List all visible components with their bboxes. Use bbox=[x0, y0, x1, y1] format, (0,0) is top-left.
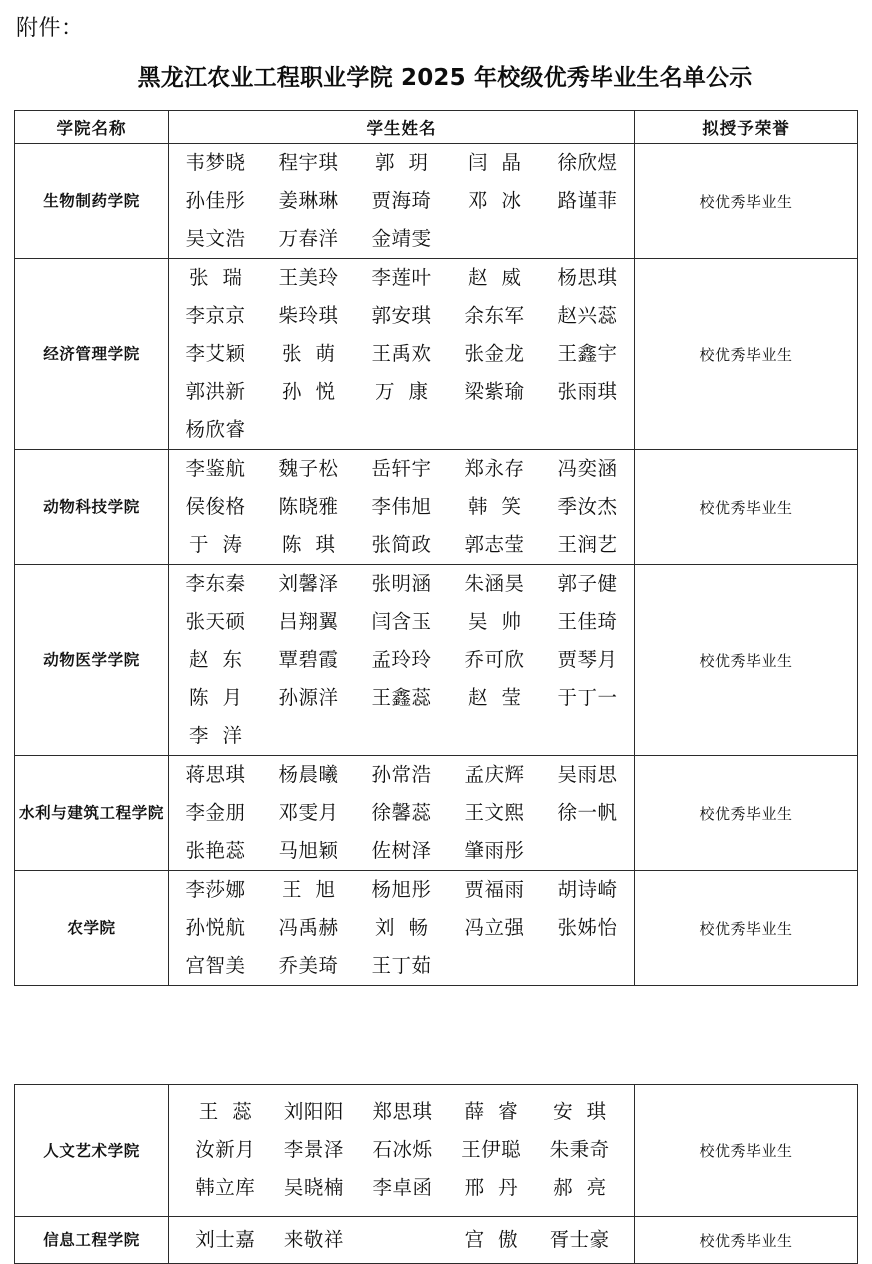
student-name: 张姊怡 bbox=[557, 916, 618, 939]
student-name: 郑思琪 bbox=[372, 1100, 433, 1123]
student-name: 赵东 bbox=[188, 648, 256, 671]
student-name: 胥士豪 bbox=[549, 1228, 610, 1251]
student-name: 李金朋 bbox=[185, 801, 246, 824]
student-name: 王文熙 bbox=[464, 801, 525, 824]
student-name: 闫晶 bbox=[467, 151, 535, 174]
student-name: 陈晓雅 bbox=[278, 495, 339, 518]
column-header-students: 学生姓名 bbox=[169, 111, 635, 144]
student-name: 李东秦 bbox=[185, 572, 246, 595]
college-name-cell: 农学院 bbox=[15, 871, 169, 986]
student-name-empty bbox=[358, 1221, 447, 1259]
student-name: 张瑞 bbox=[188, 266, 256, 289]
student-name: 孙佳彤 bbox=[185, 189, 246, 212]
student-name: 程宇琪 bbox=[278, 151, 339, 174]
student-names-cell bbox=[169, 144, 635, 259]
student-name: 张明涵 bbox=[371, 572, 432, 595]
college-name-cell: 人文艺术学院 bbox=[15, 1085, 169, 1217]
student-name: 张萌 bbox=[281, 342, 349, 365]
student-name: 张金龙 bbox=[464, 342, 525, 365]
student-name: 王鑫蕊 bbox=[371, 686, 432, 709]
student-name: 万春洋 bbox=[278, 227, 339, 250]
student-name: 薛睿 bbox=[464, 1100, 532, 1123]
student-name: 郭志莹 bbox=[464, 533, 525, 556]
student-name-grid bbox=[169, 144, 634, 258]
student-name: 于丁一 bbox=[557, 686, 618, 709]
student-name: 郝亮 bbox=[553, 1176, 621, 1199]
student-name: 安琪 bbox=[553, 1100, 621, 1123]
student-name: 杨旭彤 bbox=[371, 878, 432, 901]
student-name: 佐树泽 bbox=[371, 839, 432, 862]
student-names-cell bbox=[169, 259, 635, 450]
student-name: 吕翔翼 bbox=[278, 610, 339, 633]
student-name: 吴文浩 bbox=[185, 227, 246, 250]
student-name: 于涛 bbox=[188, 533, 256, 556]
column-header-honor: 拟授予荣誉 bbox=[635, 111, 858, 144]
student-name: 朱秉奇 bbox=[549, 1138, 610, 1161]
student-name: 陈月 bbox=[188, 686, 256, 709]
college-name-cell: 信息工程学院 bbox=[15, 1217, 169, 1264]
college-name-cell: 生物制药学院 bbox=[15, 144, 169, 259]
honor-cell: 校优秀毕业生 bbox=[635, 565, 858, 756]
student-name: 姜琳琳 bbox=[278, 189, 339, 212]
student-name: 张简政 bbox=[371, 533, 432, 556]
student-name: 王佳琦 bbox=[557, 610, 618, 633]
student-name: 贾琴月 bbox=[557, 648, 618, 671]
student-name: 梁紫瑜 bbox=[464, 380, 525, 403]
student-name: 韩立库 bbox=[195, 1176, 256, 1199]
student-names-cell bbox=[169, 756, 635, 871]
student-name-grid bbox=[169, 565, 634, 755]
honor-cell: 校优秀毕业生 bbox=[635, 1085, 858, 1217]
student-name: 杨欣睿 bbox=[185, 418, 246, 441]
student-name: 吴帅 bbox=[467, 610, 535, 633]
college-name-cell: 水利与建筑工程学院 bbox=[15, 756, 169, 871]
student-name: 王禹欢 bbox=[371, 342, 432, 365]
student-name: 吴晓楠 bbox=[283, 1176, 344, 1199]
student-name: 柴玲琪 bbox=[278, 304, 339, 327]
student-name: 贾福雨 bbox=[464, 878, 525, 901]
student-name: 郭洪新 bbox=[185, 380, 246, 403]
student-name: 金靖雯 bbox=[371, 227, 432, 250]
student-name: 赵兴蕊 bbox=[557, 304, 618, 327]
student-name: 路谨菲 bbox=[557, 189, 618, 212]
student-name: 王鑫宇 bbox=[557, 342, 618, 365]
college-name-cell: 动物医学学院 bbox=[15, 565, 169, 756]
student-name: 张艳蕊 bbox=[185, 839, 246, 862]
table-body-main bbox=[15, 144, 858, 986]
student-name: 李景泽 bbox=[283, 1138, 344, 1161]
student-name: 郭玥 bbox=[374, 151, 442, 174]
honor-cell: 校优秀毕业生 bbox=[635, 259, 858, 450]
student-name: 孟玲玲 bbox=[371, 648, 432, 671]
student-name: 宫傲 bbox=[464, 1228, 532, 1251]
student-name: 冯立强 bbox=[464, 916, 525, 939]
table-row bbox=[15, 450, 858, 565]
student-name: 李卓函 bbox=[372, 1176, 433, 1199]
student-name: 岳轩宇 bbox=[371, 457, 432, 480]
student-name: 李鉴航 bbox=[185, 457, 246, 480]
student-name: 孙常浩 bbox=[371, 763, 432, 786]
student-names-cell bbox=[169, 1085, 635, 1217]
column-header-college: 学院名称 bbox=[15, 111, 169, 144]
student-name: 郭子健 bbox=[557, 572, 618, 595]
student-name: 孙悦 bbox=[281, 380, 349, 403]
student-name: 王伊聪 bbox=[461, 1138, 522, 1161]
table-row bbox=[15, 259, 858, 450]
table-row bbox=[15, 871, 858, 986]
table-row bbox=[15, 144, 858, 259]
student-name: 刘馨泽 bbox=[278, 572, 339, 595]
student-name: 韦梦晓 bbox=[185, 151, 246, 174]
student-name: 乔美琦 bbox=[278, 954, 339, 977]
student-name-grid bbox=[169, 259, 634, 449]
student-name: 王旭 bbox=[281, 878, 349, 901]
student-name: 李伟旭 bbox=[371, 495, 432, 518]
attachment-label: 附件： bbox=[16, 16, 84, 41]
student-name: 王美玲 bbox=[278, 266, 339, 289]
student-name: 吴雨思 bbox=[557, 763, 618, 786]
page-title: 黑龙江农业工程职业学院 2025 年校级优秀毕业生名单公示 bbox=[137, 65, 753, 91]
honor-cell: 校优秀毕业生 bbox=[635, 1217, 858, 1264]
table-header-row bbox=[15, 111, 858, 144]
student-names-cell bbox=[169, 565, 635, 756]
student-name: 季汝杰 bbox=[557, 495, 618, 518]
student-name: 韩笑 bbox=[467, 495, 535, 518]
student-name: 孟庆辉 bbox=[464, 763, 525, 786]
student-name: 刘畅 bbox=[374, 916, 442, 939]
student-name: 徐馨蕊 bbox=[371, 801, 432, 824]
honor-cell: 校优秀毕业生 bbox=[635, 450, 858, 565]
student-name-grid bbox=[169, 756, 634, 870]
graduates-table-main bbox=[14, 110, 858, 986]
honor-cell: 校优秀毕业生 bbox=[635, 144, 858, 259]
student-name: 徐一帆 bbox=[557, 801, 618, 824]
student-name: 徐欣煜 bbox=[557, 151, 618, 174]
student-name: 邓冰 bbox=[467, 189, 535, 212]
student-name: 李洋 bbox=[188, 724, 256, 747]
student-name: 郑永存 bbox=[464, 457, 525, 480]
table-row bbox=[15, 565, 858, 756]
student-name: 魏子松 bbox=[278, 457, 339, 480]
student-name: 赵威 bbox=[467, 266, 535, 289]
student-name: 李莎娜 bbox=[185, 878, 246, 901]
student-name: 万康 bbox=[374, 380, 442, 403]
student-name: 冯禹赫 bbox=[278, 916, 339, 939]
student-name: 张雨琪 bbox=[557, 380, 618, 403]
student-name: 张天硕 bbox=[185, 610, 246, 633]
student-name: 闫含玉 bbox=[371, 610, 432, 633]
student-name: 李莲叶 bbox=[371, 266, 432, 289]
student-name: 陈琪 bbox=[281, 533, 349, 556]
student-name: 乔可欣 bbox=[464, 648, 525, 671]
student-name: 郭安琪 bbox=[371, 304, 432, 327]
student-name: 宫智美 bbox=[185, 954, 246, 977]
student-name: 杨晨曦 bbox=[278, 763, 339, 786]
student-name: 李京京 bbox=[185, 304, 246, 327]
student-name-grid bbox=[169, 450, 634, 564]
student-name: 赵莹 bbox=[467, 686, 535, 709]
college-name-cell: 经济管理学院 bbox=[15, 259, 169, 450]
student-name: 邓雯月 bbox=[278, 801, 339, 824]
student-name: 冯奕涵 bbox=[557, 457, 618, 480]
student-name: 汝新月 bbox=[195, 1138, 256, 1161]
student-name: 贾海琦 bbox=[371, 189, 432, 212]
graduates-table-continued bbox=[14, 1084, 858, 1264]
college-name-cell: 动物科技学院 bbox=[15, 450, 169, 565]
honor-cell: 校优秀毕业生 bbox=[635, 756, 858, 871]
student-name: 孙源洋 bbox=[278, 686, 339, 709]
table-row bbox=[15, 1085, 858, 1217]
student-name: 来敬祥 bbox=[283, 1228, 344, 1251]
student-name: 王蕊 bbox=[198, 1100, 266, 1123]
student-name: 刘士嘉 bbox=[195, 1228, 256, 1251]
student-name: 胡诗崎 bbox=[557, 878, 618, 901]
student-names-cell bbox=[169, 1217, 635, 1264]
student-name-grid bbox=[181, 1221, 624, 1259]
honor-cell: 校优秀毕业生 bbox=[635, 871, 858, 986]
table-row bbox=[15, 756, 858, 871]
student-name: 蒋思琪 bbox=[185, 763, 246, 786]
student-name: 杨思琪 bbox=[557, 266, 618, 289]
student-name: 刘阳阳 bbox=[283, 1100, 344, 1123]
student-name-grid bbox=[169, 871, 634, 985]
student-name: 侯俊格 bbox=[185, 495, 246, 518]
student-names-cell bbox=[169, 871, 635, 986]
student-name: 马旭颖 bbox=[278, 839, 339, 862]
student-name: 王丁茹 bbox=[371, 954, 432, 977]
student-name: 余东军 bbox=[464, 304, 525, 327]
table-body-continued bbox=[15, 1085, 858, 1264]
student-name: 邢丹 bbox=[464, 1176, 532, 1199]
student-name: 朱涵昊 bbox=[464, 572, 525, 595]
student-name: 肇雨彤 bbox=[464, 839, 525, 862]
student-name: 李艾颖 bbox=[185, 342, 246, 365]
student-names-cell bbox=[169, 450, 635, 565]
student-name: 孙悦航 bbox=[185, 916, 246, 939]
student-name: 王润艺 bbox=[557, 533, 618, 556]
table-row bbox=[15, 1217, 858, 1264]
student-name: 石冰烁 bbox=[372, 1138, 433, 1161]
student-name-grid bbox=[181, 1093, 624, 1207]
student-name: 覃碧霞 bbox=[278, 648, 339, 671]
